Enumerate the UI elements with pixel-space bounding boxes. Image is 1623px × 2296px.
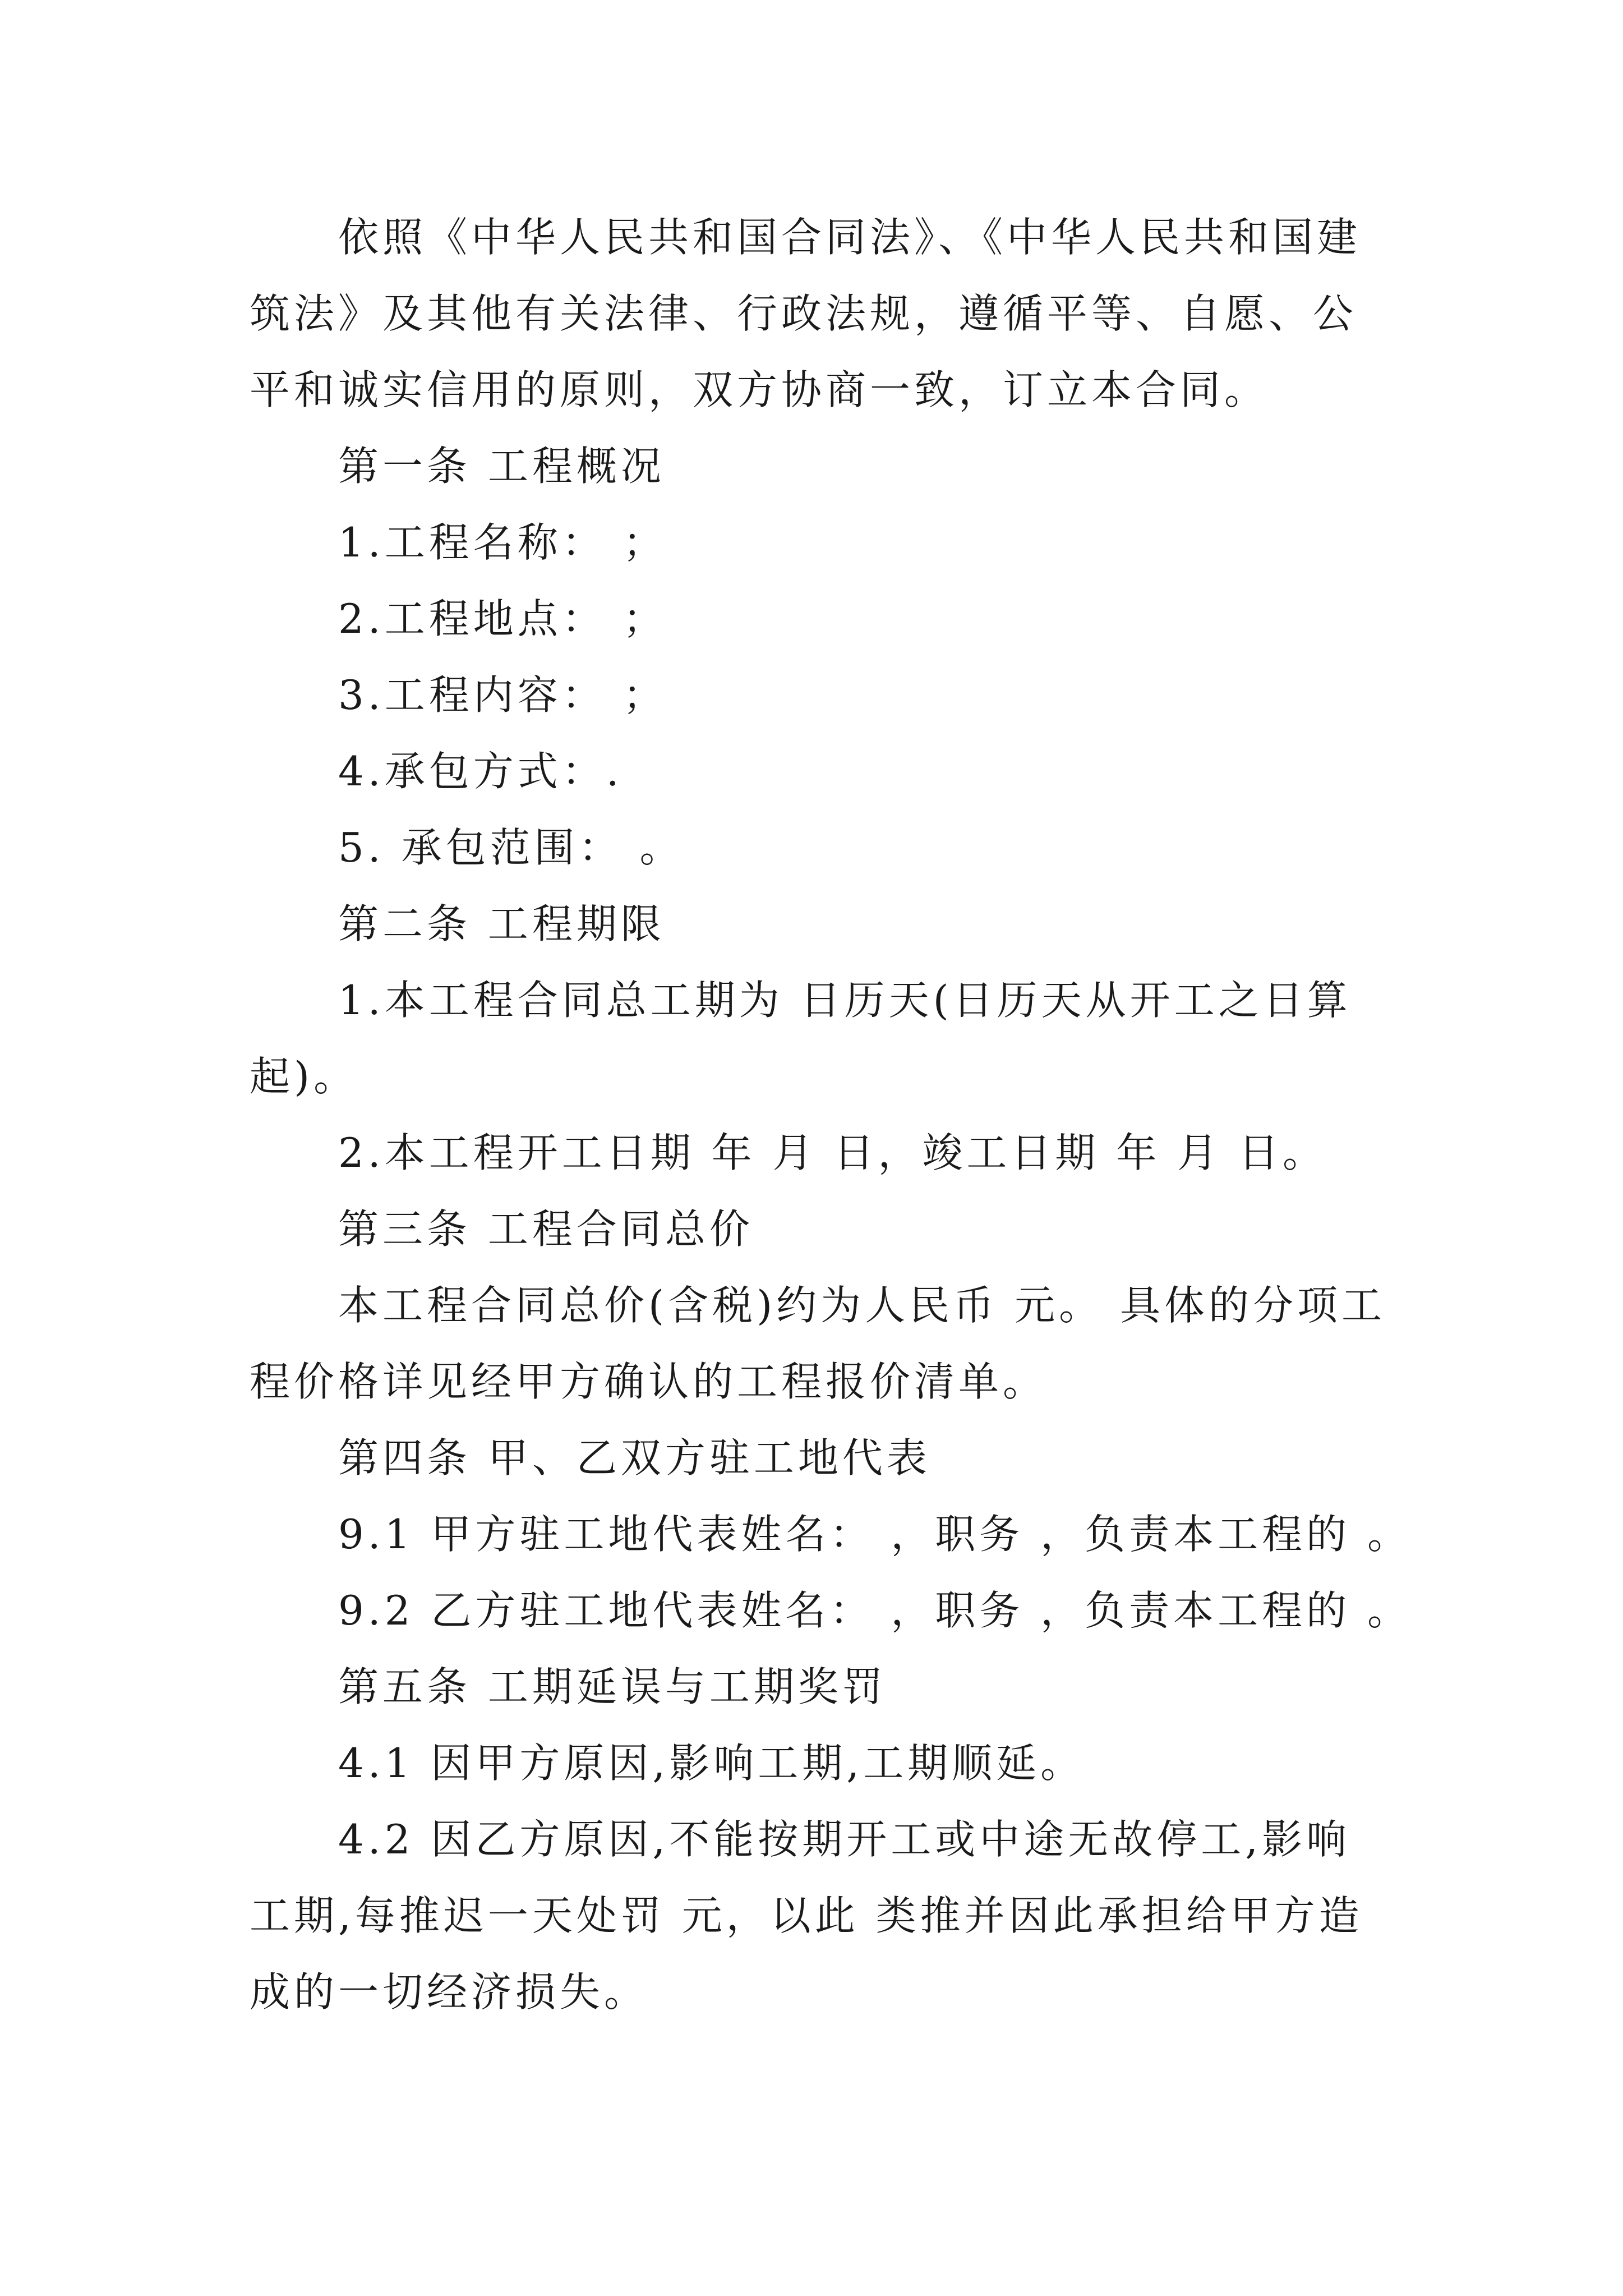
project-location-line: 2.工程地点： ；	[338, 595, 667, 642]
project-content-line: 3.工程内容： ；	[338, 671, 667, 719]
article-2-heading: 第二条 工程期限	[338, 900, 665, 947]
article-4-heading: 第四条 甲、乙双方驻工地代表	[338, 1434, 931, 1481]
party-a-delay-clause: 4.1 因甲方原因,影响工期,工期顺延。	[338, 1740, 1085, 1787]
party-b-delay-clause: 4.2 因乙方原因,不能按期开工或中途无故停工,影响工期,每推迟一天处罚 元，以此 类推并因此承担给甲方造成的一切经济损失。	[250, 1816, 1363, 2016]
contract-method-line: 4.承包方式：.	[338, 748, 623, 795]
document-body	[250, 199, 1412, 2030]
contract-scope-line: 5. 承包范围： 。	[338, 824, 684, 871]
intro-paragraph: 依照《中华人民共和国合同法》、《中华人民共和国建筑法》及其他有关法律、行政法规，遵循平等、自愿、公平和诚实信用的原则，双方协商一致，订立本合同。	[250, 214, 1362, 413]
total-duration-paragraph: 1.本工程合同总工期为 日历天(日历天从开工之日算起)。	[250, 977, 1352, 1100]
article-5-heading: 第五条 工期延误与工期奖罚	[338, 1663, 887, 1710]
start-end-dates-line: 2.本工程开工日期 年 月 日，竣工日期 年 月 日。	[338, 1129, 1327, 1176]
project-name-line: 1.工程名称： ；	[338, 519, 667, 566]
article-1-heading: 第一条 工程概况	[338, 443, 665, 490]
party-a-representative-line: 9.1 甲方驻工地代表姓名： ，职务 ，负责本工程的 。	[338, 1511, 1412, 1558]
article-3-heading: 第三条 工程合同总价	[338, 1205, 754, 1253]
party-b-representative-line: 9.2 乙方驻工地代表姓名： ，职务 ，负责本工程的 。	[338, 1587, 1412, 1634]
total-price-paragraph: 本工程合同总价(含税)约为人民币 元。 具体的分项工程价格详见经甲方确认的工程报价清单。	[250, 1282, 1386, 1405]
